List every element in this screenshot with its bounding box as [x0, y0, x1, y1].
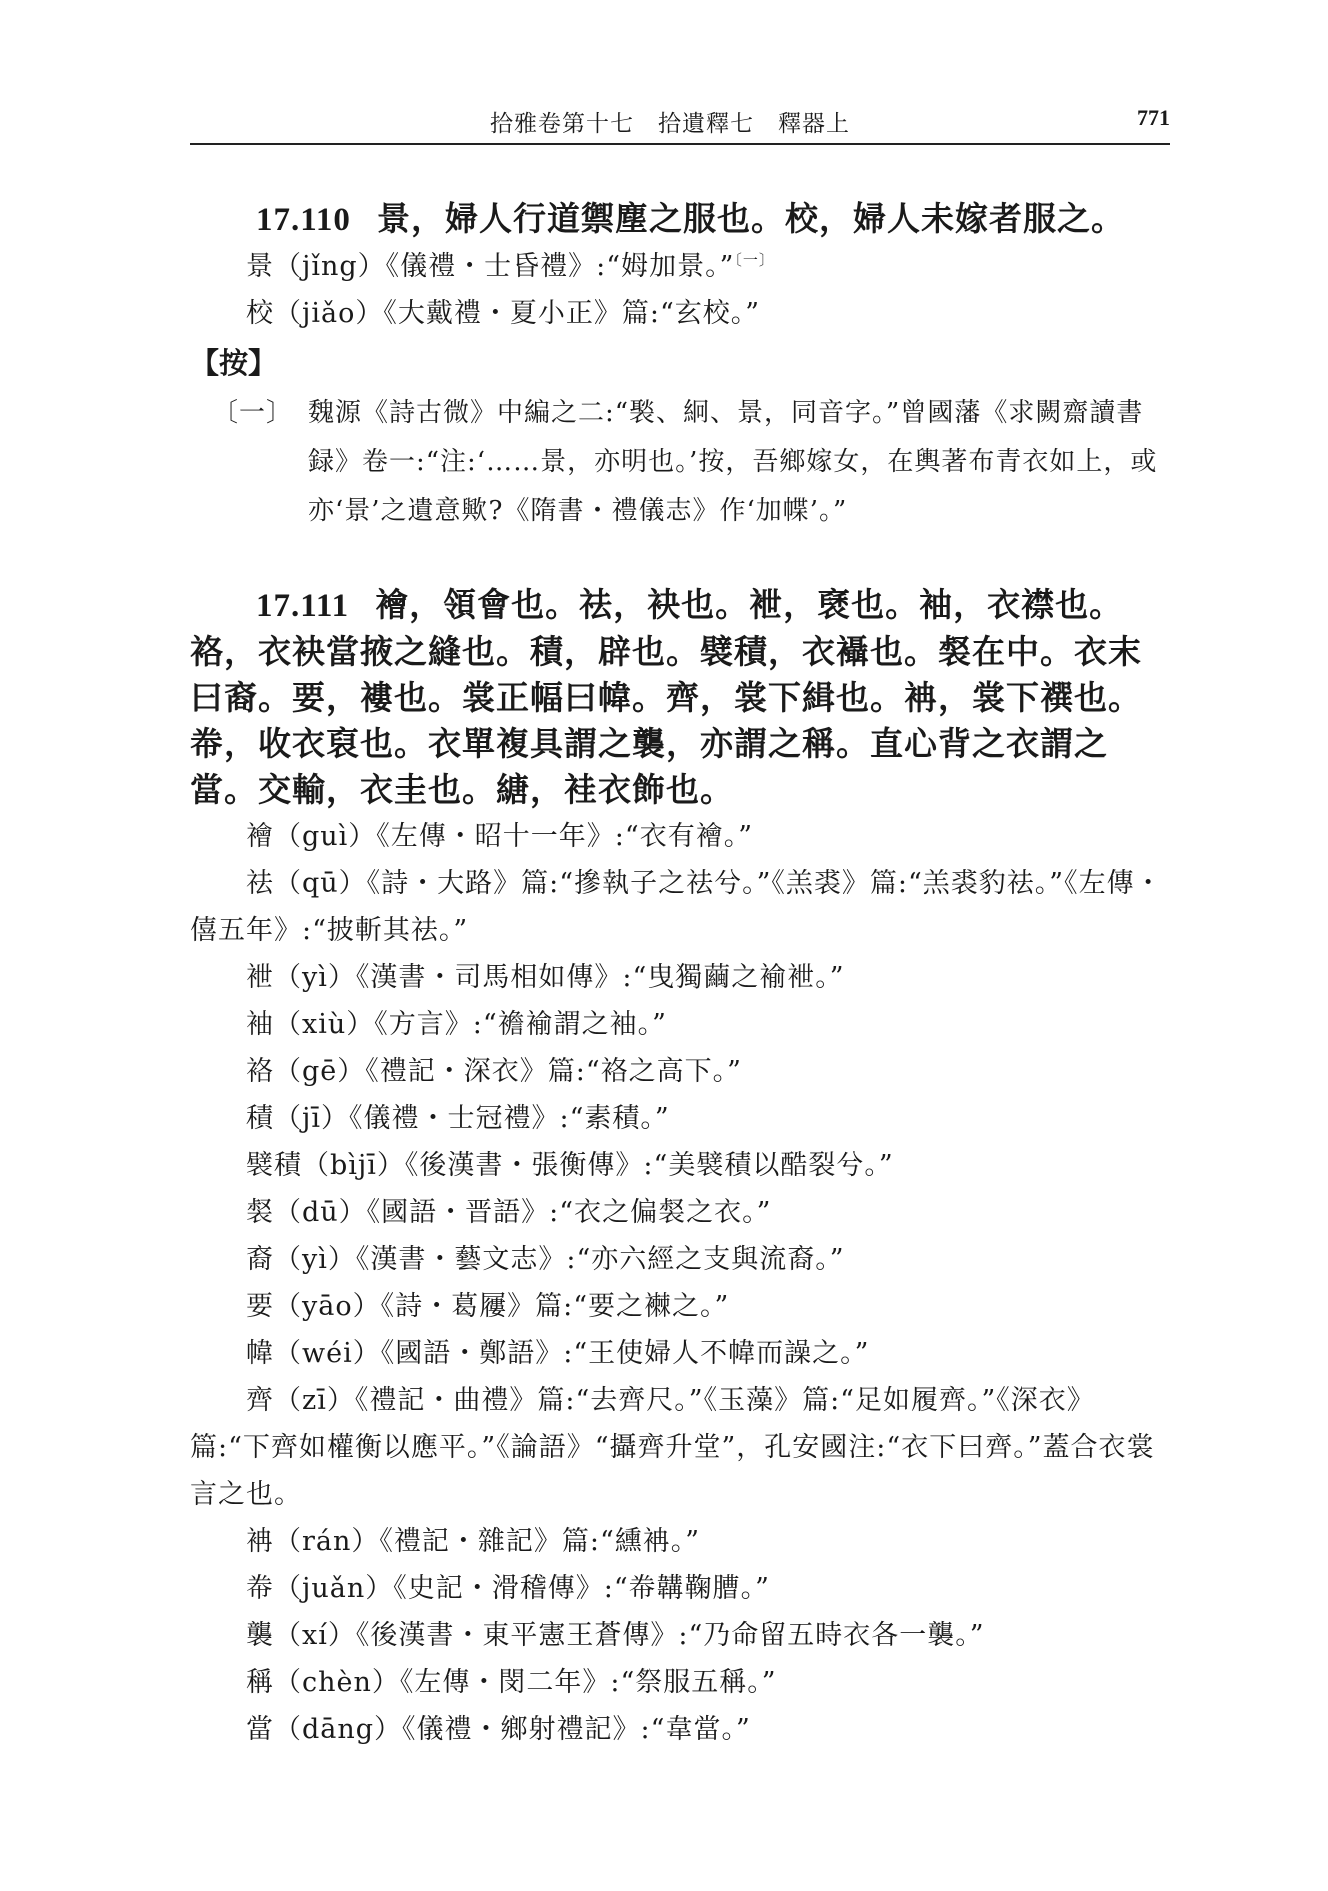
entry-text: 景，婦人行道禦塵之服也。校，婦人未嫁者服之。 [376, 199, 1125, 238]
footnote-ref: 〔一〕 [734, 251, 775, 269]
gloss-line: 襞積（bìjī）《後漢書・張衡傳》:“美襞積以酷裂兮。” [246, 1150, 894, 1181]
gloss-line: 當（dāng）《儀禮・鄉射禮記》:“韋當。” [246, 1714, 751, 1745]
gloss-line: 幃（wéi）《國語・鄭語》:“王使婦人不幃而譟之。” [246, 1338, 870, 1369]
footnote-mark: 〔一〕 [212, 398, 294, 428]
gloss-line: 祛（qū）《詩・大路》篇:“摻執子之祛兮。”《羔裘》篇:“羔裘豹祛。”《左傳・僖五年》:“披斬其祛。” [190, 868, 1163, 946]
gloss-text: 景（jǐng）《儀禮・士昏禮》:“姆加景。” [246, 251, 735, 282]
gloss-line: 裻（dū）《國語・晋語》:“衣之偏裻之衣。” [246, 1197, 772, 1228]
gloss-line: 袡（rán）《禮記・雜記》篇:“纁袡。” [246, 1526, 701, 1557]
gloss-line: 要（yāo）《詩・葛屨》篇:“要之襋之。” [246, 1291, 730, 1322]
entry-text: 襘，領會也。祛，袂也。袣，褎也。袖，衣襟也。袼，衣袂當掖之縫也。積，辟也。襞積，衣襵也。裻在中。衣末曰裔。要，褸也。裳正幅曰幃。齊，裳下緝也。袡，裳下襈也。帣，收衣裒也。衣單複具謂之襲，亦謂之稱。直心背之衣謂之當。交輸，衣圭也。䌅，袿衣飾也。 [190, 585, 1142, 809]
entry-number: 17.110 [256, 202, 351, 238]
gloss-line [190, 243, 1170, 290]
entry-number: 17.111 [256, 588, 350, 624]
gloss-line: 襲（xí）《後漢書・東平憲王蒼傳》:“乃命留五時衣各一襲。” [246, 1620, 985, 1651]
footnote [190, 389, 1170, 536]
gloss-line: 袣（yì）《漢書・司馬相如傳》:“曳獨繭之褕袣。” [246, 962, 845, 993]
footnote-text: 魏源《詩古微》中編之二:“褧、絅、景，同音字。”曾國藩《求闕齋讀書録》卷一:“注:‘……景，亦明也。’按，吾鄉嫁女，在輿著布青衣如上，或亦‘景’之遺意歟?《隋書・禮儀志》作‘加幉’。” [308, 398, 1158, 526]
page-body [190, 196, 1170, 1753]
gloss-line: 袼（gē）《禮記・深衣》篇:“袼之高下。” [246, 1056, 742, 1087]
gloss-line: 齊（zī）《禮記・曲禮》篇:“去齊尺。”《玉藻》篇:“足如履齊。”《深衣》篇:“下齊如權衡以應平。”《論語》“攝齊升堂”，孔安國注:“衣下曰齊。”蓋合衣裳言之也。 [190, 1385, 1155, 1510]
entry-heading-17-110 [190, 196, 1170, 243]
entry-heading-17-111 [190, 582, 1170, 813]
gloss-line: 袖（xiù）《方言》:“襜褕謂之袖。” [246, 1009, 667, 1040]
gloss-line: 襘（guì）《左傳・昭十一年》:“衣有襘。” [246, 821, 754, 852]
gloss-line: 帣（juǎn）《史記・滑稽傳》:“帣韝鞠䐬。” [246, 1573, 770, 1604]
gloss-line: 裔（yì）《漢書・藝文志》:“亦六經之支與流裔。” [246, 1244, 845, 1275]
gloss-line: 校（jiǎo）《大戴禮・夏小正》篇:“玄校。” [246, 298, 761, 329]
annotation-label: 【按】 [190, 346, 278, 380]
gloss-line: 積（jī）《儀禮・士冠禮》:“素積。” [246, 1103, 670, 1134]
page-number: 771 [1137, 105, 1170, 130]
header-title: 拾雅卷第十七 拾遺釋七 釋器上 [490, 111, 850, 137]
gloss-line: 稱（chèn）《左傳・閔二年》:“祭服五稱。” [246, 1667, 777, 1698]
running-header [190, 103, 1170, 145]
